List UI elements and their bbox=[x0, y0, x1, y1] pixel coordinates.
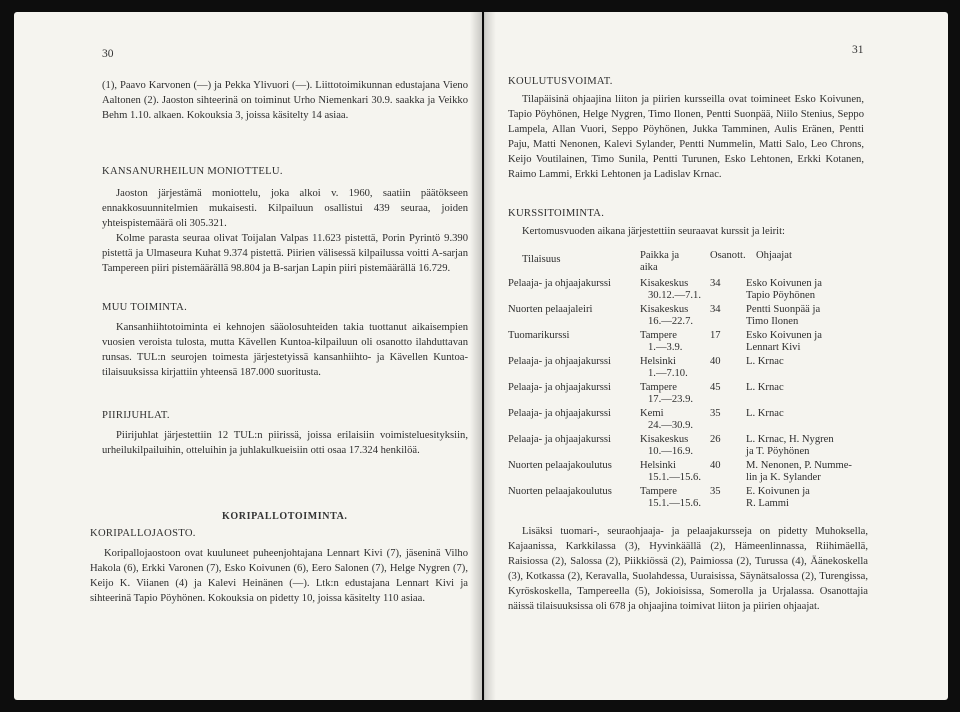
cell-event: Pelaaja- ja ohjaajakurssi bbox=[508, 408, 611, 419]
table-header bbox=[484, 250, 948, 276]
cell-place: Tampere bbox=[640, 382, 677, 393]
cell-leaders-1: L. Krnac bbox=[746, 382, 784, 393]
right-page bbox=[484, 12, 948, 700]
cell-place: Helsinki bbox=[640, 356, 676, 367]
koulutusvoimat-text: Tilapäisinä ohjaajina liiton ja piirien kursseilla ovat toimineet Esko Koivunen, Tapio Pöyhönen, Helge Nygren, Timo Ilonen, Pentti Suonpää, Niilo Stenius, Seppo Lampela, Allan Vuori, Seppo Pöyhönen, Jukka Tamminen, Aulis Eränen, Pentti Paju, Matti Nenonen, Kalevi Sylander, Pentti Nummelin, Matti Salo, Leo Chrons, Keijo Voutilainen, Timo Sunila, Pentti Turunen, Esko Lehtonen, Erkki Kotanen, Raimo Lammi, Erkki Lehtonen ja Ladislav Krnac. bbox=[508, 94, 864, 180]
cell-place: Kemi bbox=[640, 408, 664, 419]
cell-leaders-1: L. Krnac bbox=[746, 356, 784, 367]
cell-event: Nuorten pelaajakoulutus bbox=[508, 460, 612, 471]
cell-place: Kisakeskus bbox=[640, 278, 689, 289]
cell-event: Nuorten pelaajaleiri bbox=[508, 304, 593, 315]
cell-leaders-2: ja T. Pöyhönen bbox=[746, 446, 810, 458]
cell-participants: 45 bbox=[710, 382, 721, 393]
cell-participants: 35 bbox=[710, 408, 721, 419]
page-number: 31 bbox=[852, 44, 864, 56]
section-heading-kurssitoiminta: KURSSITOIMINTA. bbox=[508, 208, 605, 219]
table-row bbox=[484, 278, 948, 304]
table-row bbox=[484, 356, 948, 382]
cell-participants: 40 bbox=[710, 356, 721, 367]
moniottelu-text-2: Kolme parasta seuraa olivat Toijalan Valpas 11.623 pistettä, Porin Pyrintö 9.390 pistettä ja Ulmaseura Kuhat 9.374 pistettä. Piirien välisessä kilpailussa voitti A-sarjan Tampereen piiri pistemäärällä 98.804 ja B-sarjan Lapin piiri pistemäärällä 16.729. bbox=[102, 233, 468, 274]
cell-participants: 35 bbox=[710, 486, 721, 497]
section-heading-koripallotoiminta: KORIPALLOTOIMINTA. bbox=[222, 511, 348, 522]
cell-leaders-1: L. Krnac bbox=[746, 408, 784, 419]
table-row bbox=[484, 460, 948, 486]
cell-date: 10.—16.9. bbox=[648, 446, 694, 458]
book-gutter bbox=[470, 12, 496, 700]
cell-place: Kisakeskus bbox=[640, 304, 689, 315]
header-paikka-ja-aika: Paikka ja aika bbox=[640, 250, 680, 274]
cell-participants: 34 bbox=[710, 278, 721, 289]
lisaksi-paragraph bbox=[508, 524, 868, 614]
cell-date: 1.—3.9. bbox=[648, 342, 683, 354]
cell-date: 1.—7.10. bbox=[648, 368, 688, 380]
intro-paragraph bbox=[102, 78, 468, 123]
cell-place: Helsinki bbox=[640, 460, 676, 471]
cell-place: Kisakeskus bbox=[640, 434, 689, 445]
cell-leaders-2: Tapio Pöyhönen bbox=[746, 290, 815, 302]
cell-leaders-2: R. Lammi bbox=[746, 498, 789, 510]
section-heading-koripallojaosto: KORIPALLOJAOSTO. bbox=[90, 528, 196, 539]
muu-toiminta-text: Kansanhiihtotoiminta ei kehnojen sääolosuhteiden takia tuottanut aikaisempien vuosien veroista tulosta, mutta Kävellen Kuntoa-kilpailuun oli osanotto ilahduttavan runsas. TUL:n seurojen toimesta järjestetyissä kansanhiihto- ja Kävellen Kuntoa-tilaisuuksissa kirjattiin yhteensä 187.000 suoritusta. bbox=[102, 322, 468, 378]
section-heading-piirijuhlat: PIIRIJUHLAT. bbox=[102, 410, 170, 421]
left-page bbox=[14, 12, 482, 700]
koulutusvoimat-paragraph bbox=[508, 92, 864, 182]
cell-date: 16.—22.7. bbox=[648, 316, 694, 328]
cell-leaders-2: lin ja K. Sylander bbox=[746, 472, 821, 484]
cell-date: 30.12.—7.1. bbox=[648, 290, 701, 302]
table-row bbox=[484, 486, 948, 512]
lisaksi-text: Lisäksi tuomari-, seuraohjaaja- ja pelaajakursseja on pidetty Muhoksella, Kajaanissa, Karkkilassa (3), Hyvinkäällä (2), Hämeenlinnassa, Riihimäellä, Raisiossa (2), Salossa (2), Piikkiössä (2), Paimiossa (2), Turussa (4), Äänekoskella (3), Kotkassa (2), Keravalla, Suolahdessa, Uuraisissa, Säynätsalossa (2), Turengissa, Kyröskoskella, Tampereella (5), Jokioisissa, Somerolla ja Urjalassa. Osanottajia näissä tilaisuuksissa oli 678 ja ohjaajina toimivat liiton ja piirien ohjaajat. bbox=[508, 526, 868, 612]
piirijuhlat-text: Piirijuhlat järjestettiin 12 TUL:n piirissä, joissa erilaisiin voimisteluesityksiin, urheilukilpailuihin, otteluihin ja juhlakulkueisiin otti osaa 17.324 henkilöä. bbox=[102, 430, 468, 456]
intro-text: (1), Paavo Karvonen (—) ja Pekka Ylivuori (—). Liittotoimikunnan edustajana Vieno Aaltonen (2). Jaoston sihteerinä on toiminut Urho Niemenkari 30.9. saakka ja Veikko Behm 1.10. alkaen. Kokouksia 3, joissa käsitelty 14 asiaa. bbox=[102, 80, 468, 121]
cell-date: 17.—23.9. bbox=[648, 394, 694, 406]
cell-date: 15.1.—15.6. bbox=[648, 472, 701, 484]
table-row bbox=[484, 408, 948, 434]
cell-event: Nuorten pelaajakoulutus bbox=[508, 486, 612, 497]
cell-leaders-1: M. Nenonen, P. Numme- bbox=[746, 460, 852, 471]
muu-toiminta-paragraph bbox=[102, 320, 468, 380]
kurssitoiminta-intro bbox=[522, 224, 868, 239]
cell-event: Pelaaja- ja ohjaajakurssi bbox=[508, 434, 611, 445]
header-tilaisuus: Tilaisuus bbox=[522, 254, 561, 265]
page-number: 30 bbox=[102, 48, 114, 60]
cell-place: Tampere bbox=[640, 330, 677, 341]
kurssitoiminta-intro-text: Kertomusvuoden aikana järjestettiin seuraavat kurssit ja leirit: bbox=[522, 226, 785, 237]
cell-leaders-1: L. Krnac, H. Nygren bbox=[746, 434, 834, 445]
cell-date: 15.1.—15.6. bbox=[648, 498, 701, 510]
cell-leaders-2: Lennart Kivi bbox=[746, 342, 801, 354]
koripallojaosto-paragraph bbox=[90, 546, 468, 606]
cell-leaders-1: Esko Koivunen ja bbox=[746, 330, 822, 341]
section-heading-muu-toiminta: MUU TOIMINTA. bbox=[102, 302, 188, 313]
moniottelu-paragraph bbox=[102, 186, 468, 276]
cell-participants: 34 bbox=[710, 304, 721, 315]
section-heading-moniottelu: KANSANURHEILUN MONIOTTELU. bbox=[102, 166, 283, 177]
cell-event: Pelaaja- ja ohjaajakurssi bbox=[508, 356, 611, 367]
cell-event: Pelaaja- ja ohjaajakurssi bbox=[508, 278, 611, 289]
cell-participants: 26 bbox=[710, 434, 721, 445]
cell-leaders-1: Pentti Suonpää ja bbox=[746, 304, 821, 315]
moniottelu-text-1: Jaoston järjestämä moniottelu, joka alkoi v. 1960, saatiin päätökseen ennakkosuunnitelmien mukaisesti. Kilpailuun osallistui 439 seuraa, joiden yhteispistemäärä oli 305.321. bbox=[102, 188, 468, 229]
cell-participants: 17 bbox=[710, 330, 721, 341]
table-row bbox=[484, 330, 948, 356]
cell-place: Tampere bbox=[640, 486, 677, 497]
header-ohjaajat: Ohjaajat bbox=[756, 250, 792, 261]
header-osanott: Osanott. bbox=[710, 250, 746, 261]
piirijuhlat-paragraph bbox=[102, 428, 468, 458]
section-heading-koulutusvoimat: KOULUTUSVOIMAT. bbox=[508, 76, 613, 87]
table-row bbox=[484, 434, 948, 460]
cell-date: 24.—30.9. bbox=[648, 420, 694, 432]
cell-event: Pelaaja- ja ohjaajakurssi bbox=[508, 382, 611, 393]
table-row bbox=[484, 304, 948, 330]
koripallojaosto-text: Koripallojaostoon ovat kuuluneet puheenjohtajana Lennart Kivi (7), jäseninä Vilho Hakola (6), Erkki Varonen (7), Esko Koivunen (6), Eero Salonen (7), Helge Nygren (7), Keijo K. Viianen (4) ja Kalevi Heinänen (—). Ltk:n edustajana Lennart Kivi ja sihteerinä Tapio Pöyhönen. Kokouksia on pidetty 10, joissa käsitelty 110 asiaa. bbox=[90, 548, 468, 604]
cell-leaders-1: E. Koivunen ja bbox=[746, 486, 810, 497]
cell-leaders-2: Timo Ilonen bbox=[746, 316, 799, 328]
cell-event: Tuomarikurssi bbox=[508, 330, 570, 341]
cell-participants: 40 bbox=[710, 460, 721, 471]
cell-leaders-1: Esko Koivunen ja bbox=[746, 278, 822, 289]
table-row bbox=[484, 382, 948, 408]
